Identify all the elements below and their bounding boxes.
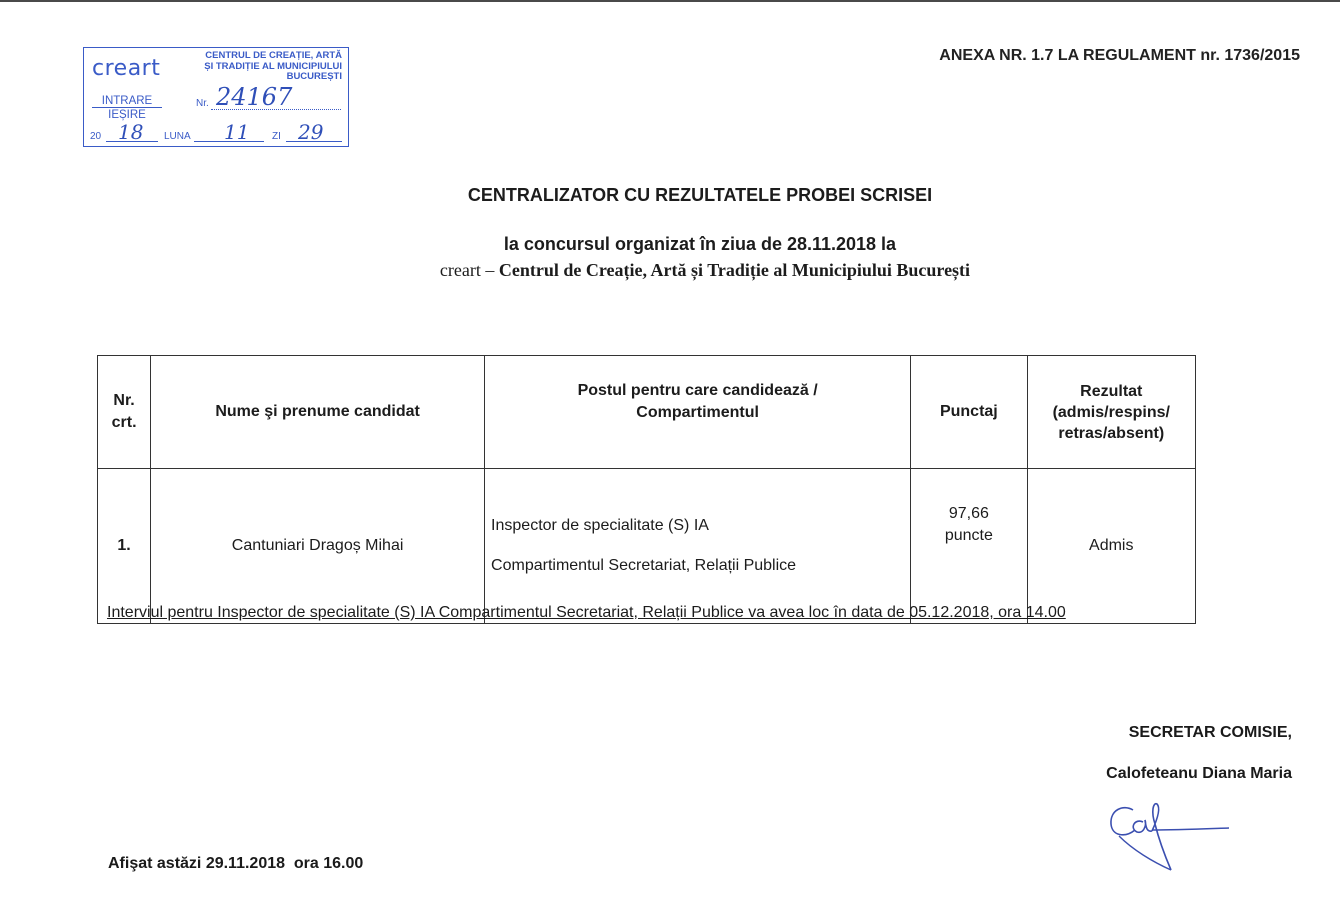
organization-prefix: creart –	[439, 260, 499, 280]
stamp-luna-label: LUNA	[164, 131, 191, 142]
stamp-year-prefix: 20	[90, 131, 102, 142]
header-post-line: Compartimentul	[636, 404, 759, 421]
secretary-title: SECRETAR COMISIE,	[1128, 724, 1292, 741]
stamp-nr-label: Nr.	[196, 98, 209, 109]
registration-stamp	[83, 47, 349, 147]
header-result-line: retras/absent)	[1058, 424, 1165, 442]
stamp-luna-value: 11	[224, 120, 250, 144]
results-table	[97, 355, 1196, 624]
stamp-zi-label: ZI	[272, 131, 281, 142]
stamp-nr-value: 24167	[216, 83, 293, 111]
stamp-date-row	[88, 120, 344, 144]
cell-score-value: 97,66	[948, 505, 989, 522]
document-subtitle: la concursul organizat în ziua de 28.11.2018 la	[503, 234, 897, 254]
table-row	[98, 469, 1196, 624]
cell-nr: 1.	[98, 469, 151, 624]
document-title: CENTRALIZATOR CU REZULTATELE PROBEI SCRISEI	[467, 185, 933, 205]
header-nr-crt	[98, 356, 151, 469]
cell-post-title: Inspector de specialitate (S) IA	[491, 517, 709, 534]
stamp-zi-value: 29	[298, 120, 324, 144]
stamp-brand: creart	[92, 56, 161, 81]
header-post	[485, 356, 911, 469]
annex-reference: ANEXA NR. 1.7 LA REGULAMENT nr. 1736/2015	[939, 47, 1300, 64]
stamp-org-line: BUCUREȘTI	[286, 71, 342, 82]
interview-note: Interviul pentru Inspector de specialitate (S) IA Compartimentul Secretariat, Relații Publice va avea loc în data de 05.12.2018, ora 14.00	[107, 604, 1066, 621]
header-post-line: Postul pentru care candidează /	[577, 382, 818, 399]
organization-line	[0, 260, 1340, 281]
header-crt-line: crt.	[111, 414, 137, 431]
cell-score	[911, 469, 1027, 624]
table-header-row	[98, 356, 1196, 469]
stamp-iesire-label: IEȘIRE	[108, 109, 146, 121]
header-result-line: (admis/respins/	[1052, 403, 1170, 421]
header-nr-text	[104, 390, 144, 434]
cell-score-unit: puncte	[944, 527, 993, 544]
scan-top-edge	[0, 0, 1340, 2]
header-candidate-name: Nume şi prenume candidat	[151, 356, 485, 469]
cell-post	[485, 469, 911, 624]
stamp-year-value: 18	[118, 120, 144, 144]
secretary-name: Calofeteanu Diana Maria	[1106, 765, 1292, 782]
stamp-org-line: ȘI TRADIȚIE AL MUNICIPIULUI	[204, 60, 342, 72]
stamp-organization	[172, 51, 342, 83]
header-nr-line: Nr.	[113, 392, 135, 409]
posted-date: Afişat astăzi 29.11.2018 ora 16.00	[108, 855, 364, 872]
cell-department: Compartimentul Secretariat, Relații Publice	[491, 557, 797, 574]
organization-name: Centrul de Creație, Artă și Tradiție al Municipiului București	[498, 260, 971, 280]
cell-result: Admis	[1027, 469, 1195, 624]
stamp-org-line: CENTRUL DE CREAȚIE, ARTĂ	[205, 50, 342, 61]
header-result-line: Rezultat	[1080, 382, 1143, 400]
handwritten-signature-icon	[1105, 800, 1235, 875]
header-score: Punctaj	[911, 356, 1027, 469]
cell-candidate-name: Cantuniari Dragoș Mihai	[151, 469, 485, 624]
stamp-intrare-label: INTRARE	[92, 95, 162, 108]
header-result	[1027, 356, 1195, 469]
